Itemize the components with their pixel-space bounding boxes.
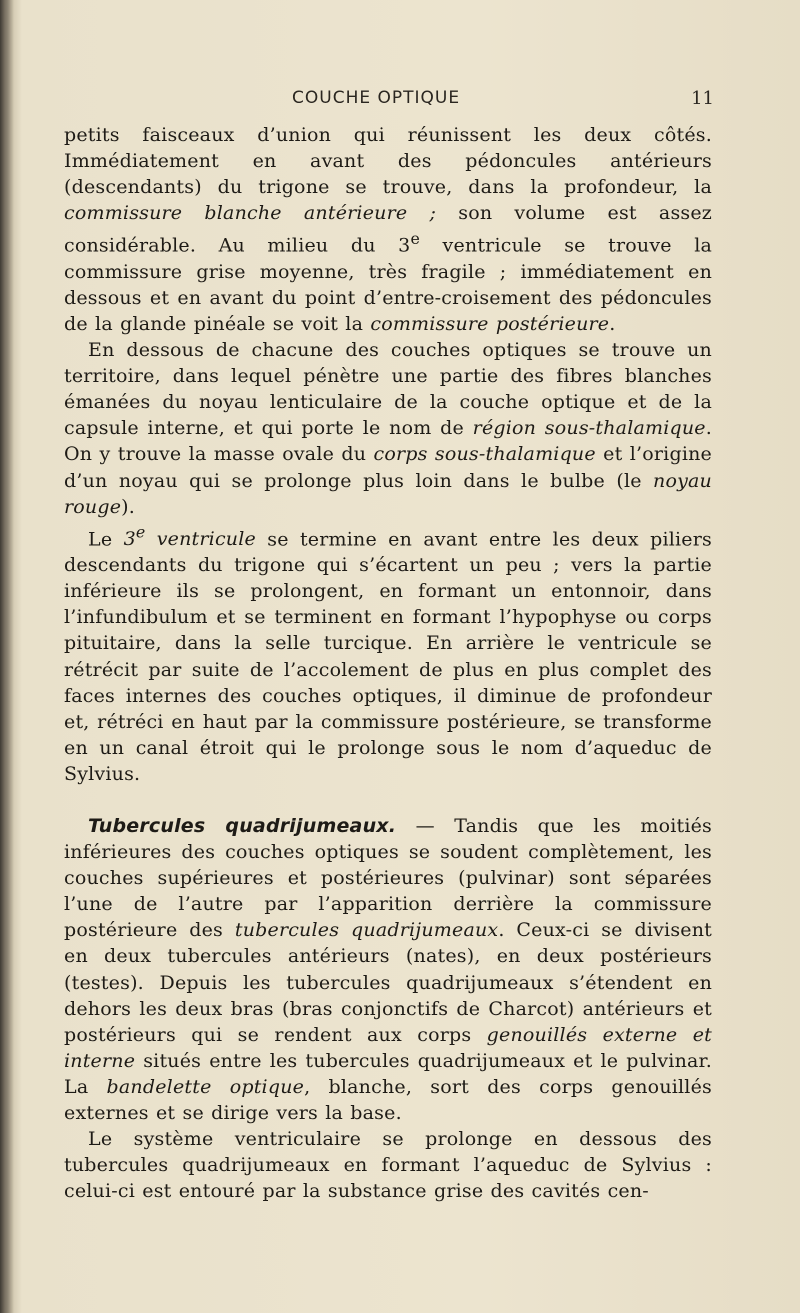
paragraph-1: [64, 122, 712, 337]
page-header: [64, 88, 714, 114]
section-gap: [64, 787, 712, 813]
term-corps-sous-thalamique: corps sous-thalamique: [373, 443, 596, 466]
p3-superscript: e: [135, 522, 146, 542]
paragraph-4: [64, 813, 712, 1126]
p4-text-a: — Tandis que les moitiés inférieures des couches optiques se soudent complètement, les couches supérieures et postérieures (pulvinar) sont séparées l’une de l’autre par l’apparition derrière la commissure postérieure des: [64, 815, 712, 942]
section-heading-tubercules: Tubercules quadrijumeaux.: [88, 815, 397, 837]
p1-superscript: e: [410, 229, 421, 249]
p2-text-a: En dessous de chacune des couches optiques se trouve un territoire, dans lequel pénètre une partie des fibres blanches émanées du noyau lenticulaire de la couche optique et de la capsule interne, et qui porte le nom de: [64, 339, 712, 440]
p1-text-c: son volume est assez considérable. Au milieu du 3: [64, 202, 713, 257]
p4-text-c: . Ceux-ci se divisent en deux tubercules antérieurs (nates), en deux postérieurs (testes). Depuis les tubercules quadrijumeaux s’étendent en dehors les deux bras (bras conjonctifs de Charcot) antérieurs et postérieurs qui se rendent aux corps: [64, 919, 712, 1046]
p3-number: 3: [123, 528, 136, 551]
term-tubercules-quadrijumeaux: tubercules quadrijumeaux: [234, 919, 499, 942]
term-3e-ventricule: [123, 522, 256, 551]
running-title: COUCHE OPTIQUE: [292, 88, 461, 108]
term-commissure-posterieure: commissure postérieure: [370, 312, 610, 335]
term-region-sous-thalamique: région sous-thalamique: [472, 417, 706, 440]
p3-text-d: se termine en avant entre les deux piliers descendants du trigone qui s’écartent un peu ; vers la partie inférieure ils se prolongent, en formant un entonnoir, dans l’infundibulum et se terminent en formant l’hypophyse ou corps pituitaire, dans la selle turcique. En arrière le ventricule se rétrécit par suite de l’accolement de plus en plus complet des faces internes des couches optiques, il diminue de profondeur et, rétréci en haut par la commissure postérieure, se transforme en un canal étroit qui le prolonge sous le nom d’aqueduc de Sylvius.: [64, 528, 712, 785]
p4-text-e: situés entre les tubercules quadrijumeaux et le pulvinar. La: [64, 1049, 712, 1098]
term-bandelette-optique: bandelette optique: [106, 1075, 305, 1098]
p1-text-d: ventricule se trouve la commissure grise moyenne, très fragile ; immédiatement en dessous et en avant du point d’entre-croisement des pédoncules de la glande pinéale se voit la: [64, 234, 712, 335]
p1-text-f: .: [609, 312, 616, 335]
p1-text-a: petits faisceaux d’union qui réunissent les deux côtés. Immédiatement en avant des pédoncules antérieurs (descendants) du trigone se trouve, dans la profondeur, la: [64, 124, 712, 199]
term-noyau-rouge: noyau rouge: [64, 469, 712, 518]
p2-text-e: et l’origine d’un noyau qui se prolonge plus loin dans le bulbe (le: [64, 443, 712, 492]
page-number: 11: [691, 88, 714, 109]
term-genouilles: genouillés externe et interne: [64, 1023, 712, 1072]
paragraph-5: [64, 1126, 712, 1204]
p5-text-a: Le système ventriculaire se prolonge en dessous des tubercules quadrijumeaux en formant l’aqueduc de Sylvius : celui-ci est entouré par la substance grise des cavités cen-: [64, 1128, 712, 1203]
body-text: [64, 122, 712, 1204]
p2-text-g: ).: [121, 495, 136, 518]
p4-text-g: , blanche, sort des corps genouillés externes et se dirige vers la base.: [64, 1075, 712, 1125]
term-commissure-blanche-anterieure: commissure blanche antérieure ;: [64, 202, 437, 225]
paragraph-2: [64, 337, 712, 520]
paragraph-3: [64, 520, 712, 787]
p3-term-word: ventricule: [145, 528, 256, 551]
binding-shadow: [0, 0, 14, 1313]
p3-text-a: Le: [88, 528, 124, 551]
p2-text-c: . On y trouve la masse ovale du: [64, 417, 712, 466]
